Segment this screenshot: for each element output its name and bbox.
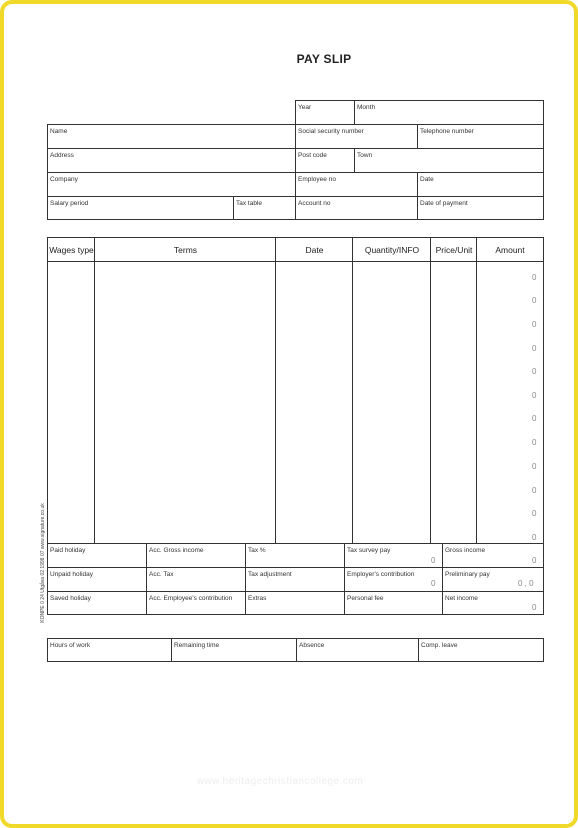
side-print-code: KONPE 0 24 Utgåva 02 1998 07 www.signature.co.uk: [40, 503, 46, 623]
watermark: www.heritagechristiancollege.com: [196, 776, 364, 787]
date-field-label: Date: [420, 176, 434, 183]
gross-income-label: Gross income: [445, 547, 486, 554]
tax-percent-label: Tax %: [248, 547, 266, 554]
acc-tax-label: Acc. Tax: [149, 571, 174, 578]
amount-value: 0: [532, 320, 537, 329]
amount-value: 0: [532, 414, 537, 423]
page-title: PAY SLIP: [296, 52, 352, 66]
amount-value: 0: [532, 486, 537, 495]
town-field-label: Town: [357, 152, 373, 159]
amount-value: 0: [532, 462, 537, 471]
ssn-field-label: Social security number: [298, 128, 364, 135]
wages-table: [47, 237, 544, 615]
hours-of-work-label: Hours of work: [50, 642, 91, 649]
year-label: Year: [298, 104, 312, 111]
account-no-field-label: Account no: [298, 200, 331, 207]
net-income-label: Net income: [445, 595, 478, 602]
year-month-row: [295, 100, 544, 125]
tax-survey-pay-value: 0: [431, 556, 436, 565]
month-label: Month: [357, 104, 376, 111]
col-header-terms: Terms: [173, 244, 198, 255]
amount-value: 0: [532, 438, 537, 447]
gross-income-value: 0: [532, 556, 537, 565]
comp-leave-label: Comp. leave: [421, 642, 458, 649]
amount-value: 0: [532, 367, 537, 376]
tax-table-field-label: Tax table: [236, 200, 263, 207]
salary-period-field-label: Salary period: [50, 200, 89, 207]
company-field-label: Company: [50, 176, 78, 183]
amount-value: 0: [532, 533, 537, 542]
amount-value: 0: [532, 509, 537, 518]
amount-value: 0: [532, 344, 537, 353]
acc-gross-income-label: Acc. Gross income: [149, 547, 204, 554]
saved-holiday-label: Saved holiday: [50, 595, 91, 602]
amount-value: 0: [532, 391, 537, 400]
acc-employee-contribution-label: Acc. Employee's contribution: [149, 595, 233, 602]
name-field-label: Name: [50, 128, 68, 135]
net-income-value: 0: [532, 603, 537, 612]
extras-label: Extras: [248, 595, 267, 602]
col-header-quantity-info: Quantity/INFO: [364, 244, 420, 255]
paid-holiday-label: Paid holiday: [50, 547, 86, 554]
amount-value: 0: [532, 296, 537, 305]
date-of-payment-field-label: Date of payment: [420, 200, 468, 207]
remaining-time-label: Remaining time: [174, 642, 220, 649]
employers-contribution-label: Employer's contribution: [347, 571, 415, 578]
amount-value: 0: [532, 273, 537, 282]
employee-no-field-label: Employee no: [298, 176, 336, 183]
col-header-date: Date: [305, 244, 324, 255]
absence-label: Absence: [299, 642, 325, 649]
col-header-wages-type: Wages type: [49, 244, 94, 255]
col-header-price-unit: Price/Unit: [435, 244, 473, 255]
employers-contribution-value: 0: [431, 579, 436, 588]
telephone-field-label: Telephone number: [420, 128, 474, 135]
preliminary-pay-value: 0 , 0: [518, 579, 534, 588]
tax-adjustment-label: Tax adjustment: [248, 571, 292, 578]
col-header-amount: Amount: [495, 244, 525, 255]
preliminary-pay-label: Preliminary pay: [445, 571, 490, 578]
tax-survey-pay-label: Tax survey pay: [347, 547, 391, 554]
personal-fee-label: Personal fee: [347, 595, 384, 602]
post-code-field-label: Post code: [298, 152, 327, 159]
address-field-label: Address: [50, 152, 74, 159]
unpaid-holiday-label: Unpaid holiday: [50, 571, 94, 578]
